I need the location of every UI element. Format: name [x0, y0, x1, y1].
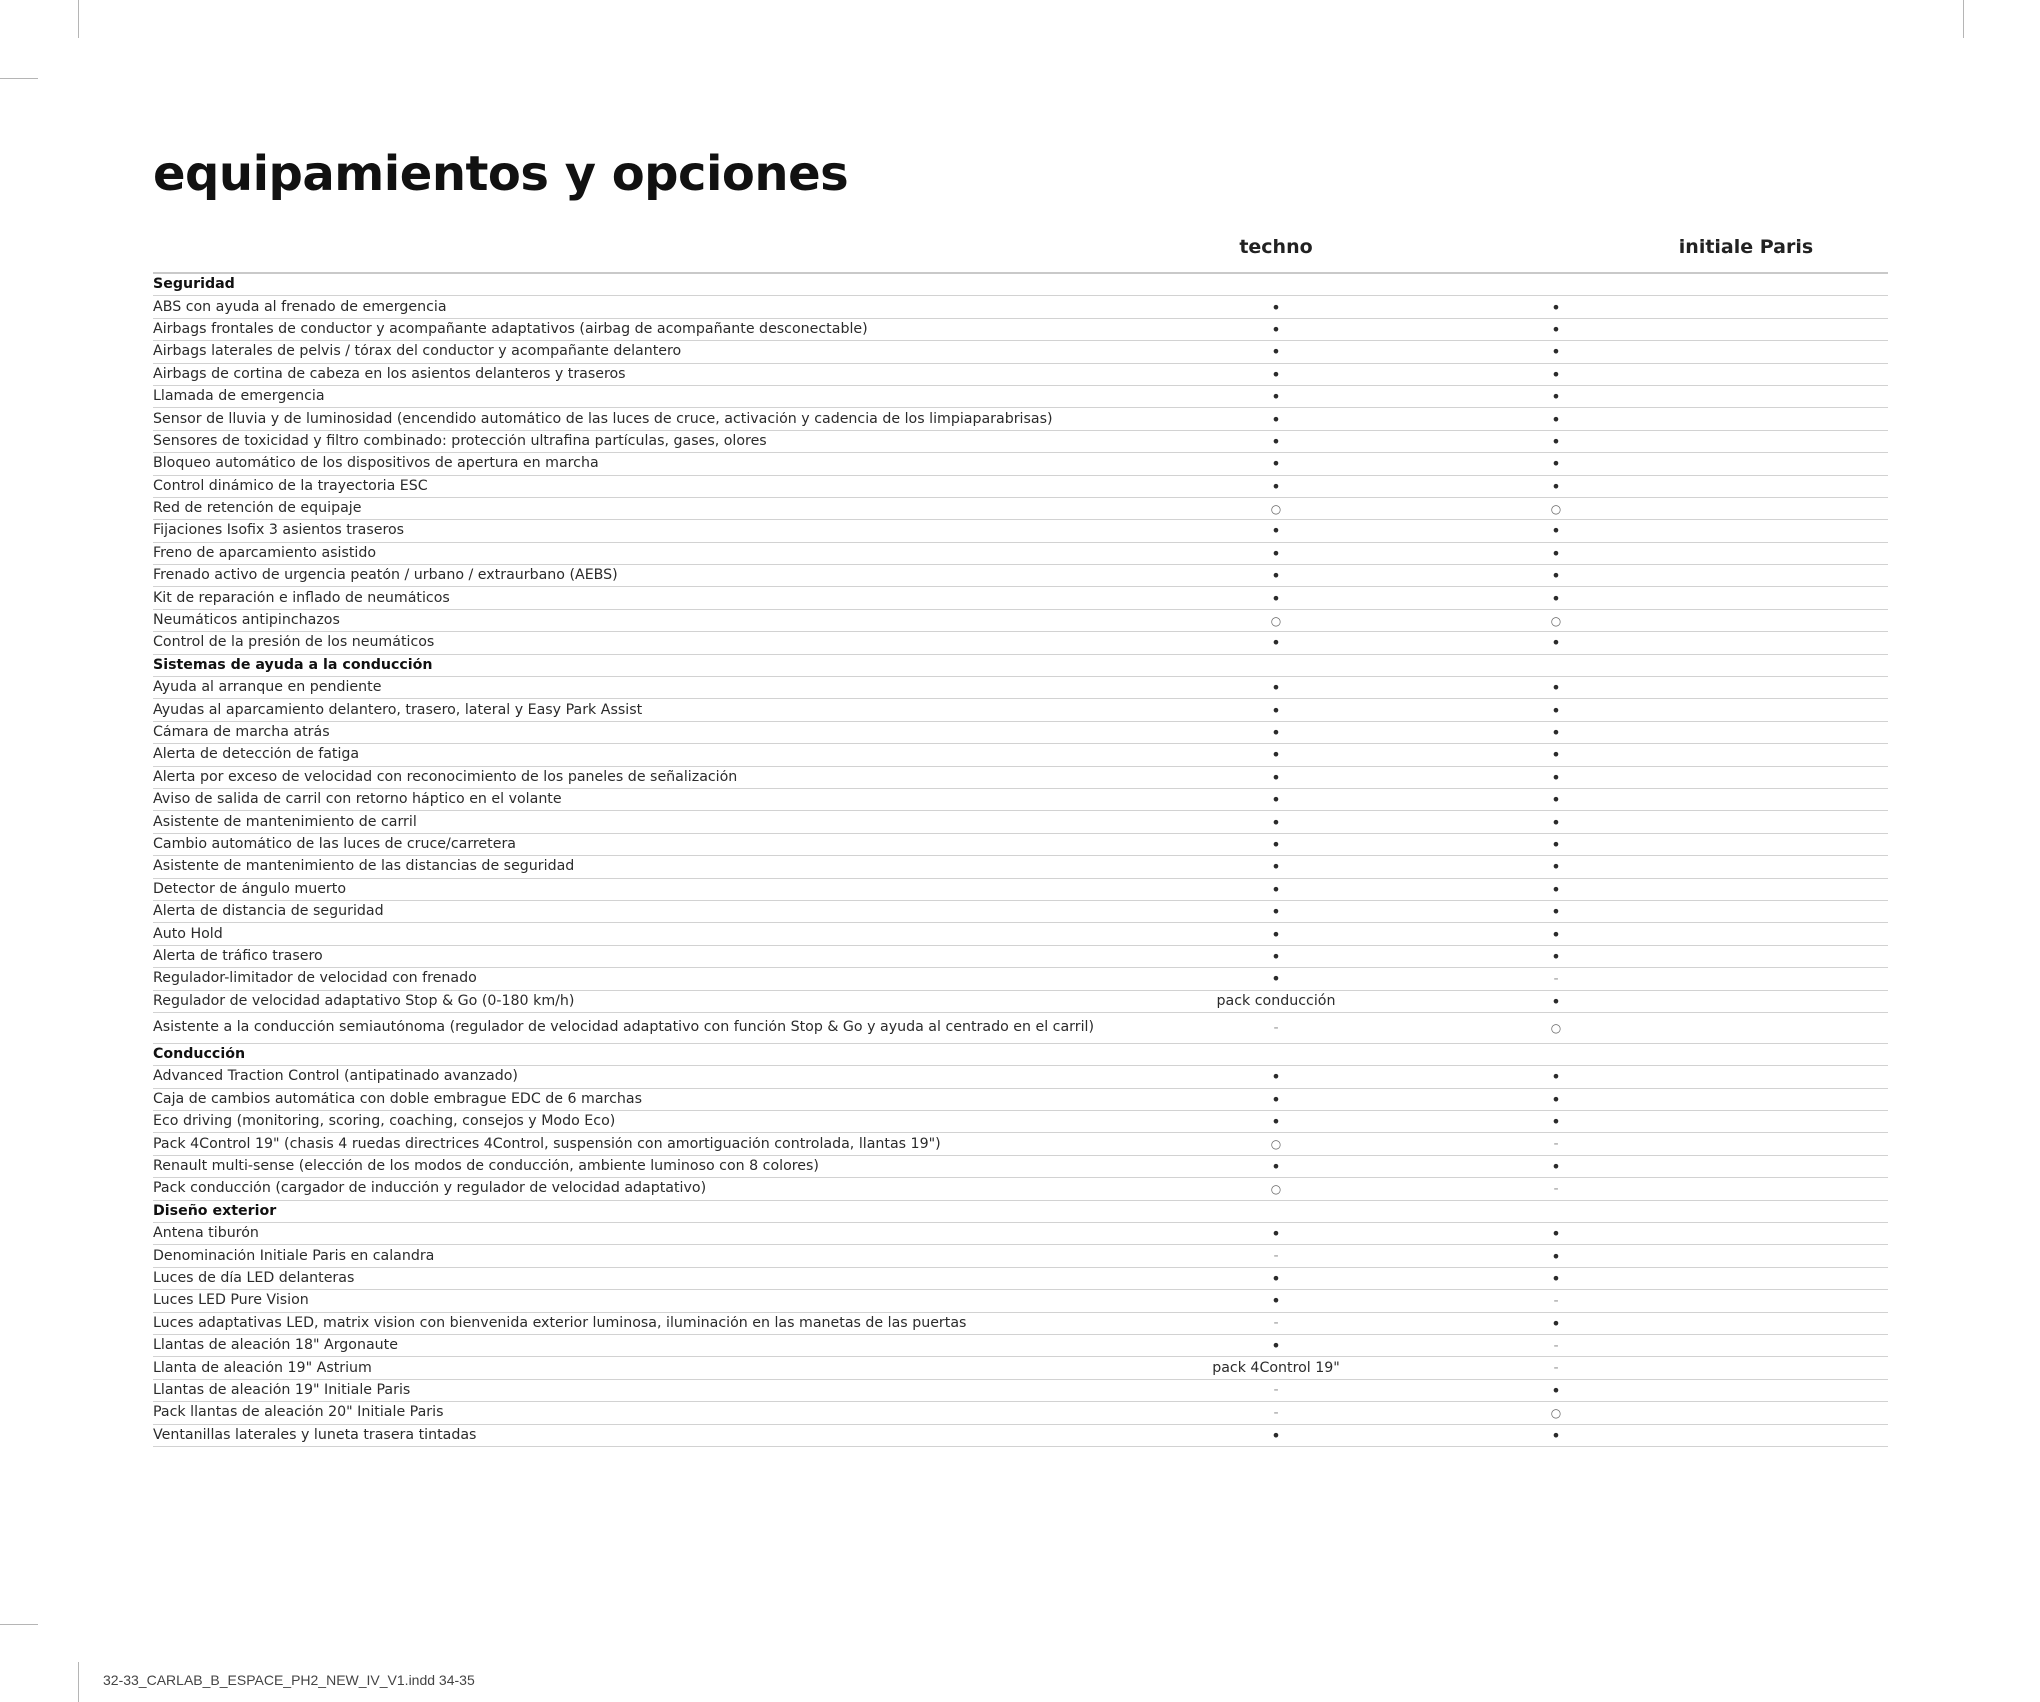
- value-techno: •: [1271, 1067, 1281, 1087]
- feature-label: Airbags laterales de pelvis / tórax del conductor y acompañante delantero: [153, 344, 682, 360]
- value-techno: •: [1271, 409, 1281, 429]
- section-title: Diseño exterior: [153, 1203, 277, 1219]
- equipment-table: [153, 230, 1888, 1447]
- feature-label: Asistente de mantenimiento de las distancias de seguridad: [153, 859, 575, 875]
- feature-label: Fijaciones Isofix 3 asientos traseros: [153, 523, 405, 539]
- value-initiale-paris: -: [1553, 970, 1559, 987]
- crop-mark-top-horizontal: [0, 78, 38, 79]
- table-row: [153, 296, 1888, 318]
- value-techno: •: [1271, 767, 1281, 787]
- value-techno: -: [1273, 1248, 1279, 1265]
- value-initiale-paris: •: [1551, 767, 1561, 787]
- value-techno: •: [1271, 745, 1281, 765]
- value-techno: •: [1271, 1291, 1281, 1311]
- feature-label: Cambio automático de las luces de cruce/carretera: [153, 836, 516, 852]
- value-initiale-paris: •: [1551, 588, 1561, 608]
- feature-label: Llanta de aleación 19" Astrium: [153, 1360, 372, 1376]
- feature-label: Frenado activo de urgencia peatón / urbano / extraurbano (AEBS): [153, 568, 618, 584]
- value-techno: •: [1271, 431, 1281, 451]
- value-initiale-paris: •: [1551, 543, 1561, 563]
- feature-label: Denominación Initiale Paris en calandra: [153, 1248, 435, 1264]
- value-techno: pack conducción: [1216, 993, 1336, 1010]
- feature-label: Bloqueo automático de los dispositivos de apertura en marcha: [153, 456, 599, 472]
- table-row: [153, 1156, 1888, 1178]
- table-row: [153, 453, 1888, 475]
- value-initiale-paris: •: [1551, 1268, 1561, 1288]
- value-techno: •: [1271, 723, 1281, 742]
- value-techno: •: [1271, 588, 1281, 608]
- table-row: [153, 1425, 1888, 1447]
- feature-label: Caja de cambios automática con doble embrague EDC de 6 marchas: [153, 1091, 642, 1107]
- feature-label: Ayudas al aparcamiento delantero, trasero, lateral y Easy Park Assist: [153, 702, 643, 718]
- feature-label: Alerta de tráfico trasero: [153, 948, 323, 964]
- table-row: [153, 1335, 1888, 1357]
- feature-label: Alerta de distancia de seguridad: [153, 904, 384, 920]
- value-techno: •: [1271, 700, 1281, 720]
- feature-label: Luces adaptativas LED, matrix vision con bienvenida exterior luminosa, iluminación en las manetas de las puertas: [153, 1315, 967, 1331]
- column-header-techno: techno: [1239, 236, 1313, 258]
- value-initiale-paris: •: [1551, 991, 1561, 1011]
- feature-label: Freno de aparcamiento asistido: [153, 545, 377, 561]
- value-techno: •: [1271, 946, 1281, 966]
- value-initiale-paris: •: [1551, 431, 1561, 451]
- feature-label: Regulador de velocidad adaptativo Stop & Go (0-180 km/h): [153, 993, 575, 1009]
- table-row: [153, 789, 1888, 811]
- feature-label: Llantas de aleación 19" Initiale Paris: [153, 1382, 411, 1398]
- section-title: Sistemas de ayuda a la conducción: [153, 657, 433, 673]
- value-initiale-paris: •: [1551, 364, 1561, 384]
- table-row: [153, 1133, 1888, 1155]
- value-initiale-paris: •: [1551, 834, 1561, 854]
- table-row: [153, 856, 1888, 878]
- feature-label: ABS con ayuda al frenado de emergencia: [153, 299, 447, 315]
- section-header-row: [153, 274, 1888, 296]
- table-row: [153, 520, 1888, 542]
- table-row: [153, 677, 1888, 699]
- section-header-row: [153, 1044, 1888, 1066]
- table-row: [153, 632, 1888, 654]
- feature-label: Sensor de lluvia y de luminosidad (encendido automático de las luces de cruce, activación y cadencia de los limpiaparabrisas): [153, 411, 1053, 427]
- value-techno: •: [1271, 1336, 1281, 1356]
- crop-mark-right-vertical: [1963, 0, 1964, 38]
- feature-label: Sensores de toxicidad y filtro combinado: protección ultrafina partículas, gases, olores: [153, 433, 767, 449]
- feature-label: Ayuda al arranque en pendiente: [153, 680, 382, 696]
- value-techno: •: [1271, 566, 1281, 586]
- feature-label: Kit de reparación e inflado de neumáticos: [153, 590, 450, 606]
- feature-label: Alerta de detección de fatiga: [153, 747, 360, 763]
- file-slug: 32-33_CARLAB_B_ESPACE_PH2_NEW_IV_V1.indd 34-35: [103, 1672, 475, 1688]
- feature-label: Neumáticos antipinchazos: [153, 613, 340, 629]
- value-techno: -: [1273, 1315, 1279, 1332]
- value-initiale-paris: ○: [1550, 1020, 1562, 1035]
- value-techno: •: [1271, 834, 1281, 854]
- value-initiale-paris: •: [1551, 700, 1561, 720]
- value-techno: ○: [1270, 501, 1282, 516]
- value-techno: pack 4Control 19": [1212, 1360, 1340, 1377]
- value-initiale-paris: •: [1551, 1067, 1561, 1087]
- value-techno: •: [1271, 1425, 1281, 1445]
- feature-label: Ventanillas laterales y luneta trasera tintadas: [153, 1427, 477, 1443]
- value-initiale-paris: •: [1551, 633, 1561, 653]
- value-techno: •: [1271, 342, 1281, 362]
- column-header-initiale-paris: initiale Paris: [1678, 236, 1814, 258]
- value-initiale-paris: •: [1551, 387, 1561, 407]
- value-initiale-paris: •: [1551, 812, 1561, 832]
- table-row: [153, 946, 1888, 968]
- value-initiale-paris: •: [1551, 409, 1561, 429]
- value-techno: •: [1271, 1089, 1281, 1109]
- value-techno: •: [1271, 454, 1281, 474]
- value-techno: -: [1273, 1382, 1279, 1399]
- value-initiale-paris: -: [1553, 1180, 1559, 1197]
- table-row: [153, 1290, 1888, 1312]
- feature-label: Pack conducción (cargador de inducción y regulador de velocidad adaptativo): [153, 1181, 707, 1197]
- value-techno: •: [1271, 1224, 1281, 1244]
- feature-label: Cámara de marcha atrás: [153, 725, 330, 740]
- feature-label: Asistente a la conducción semiautónoma (regulador de velocidad adaptativo con función Stop & Go y ayuda al centrado en el carril): [153, 1020, 1095, 1036]
- table-row: [153, 1178, 1888, 1200]
- value-initiale-paris: •: [1551, 342, 1561, 362]
- value-techno: •: [1271, 364, 1281, 384]
- value-initiale-paris: •: [1551, 1380, 1561, 1400]
- feature-label: Luces LED Pure Vision: [153, 1293, 309, 1309]
- table-row: [153, 811, 1888, 833]
- value-techno: •: [1271, 633, 1281, 653]
- value-initiale-paris: -: [1553, 1337, 1559, 1354]
- value-initiale-paris: •: [1551, 857, 1561, 877]
- table-row: [153, 1313, 1888, 1335]
- feature-label: Auto Hold: [153, 926, 223, 942]
- table-row: [153, 1066, 1888, 1088]
- feature-label: Airbags frontales de conductor y acompañante adaptativos (airbag de acompañante desconectable): [153, 321, 868, 337]
- value-techno: •: [1271, 790, 1281, 810]
- page-title: equipamientos y opciones: [153, 146, 849, 202]
- value-techno: •: [1271, 319, 1281, 339]
- table-row: [153, 1013, 1888, 1044]
- value-techno: •: [1271, 924, 1281, 944]
- section-title: Seguridad: [153, 277, 235, 293]
- value-techno: •: [1271, 902, 1281, 922]
- feature-label: Renault multi-sense (elección de los modos de conducción, ambiente luminoso con 8 colores): [153, 1159, 819, 1175]
- value-techno: •: [1271, 521, 1281, 541]
- value-initiale-paris: •: [1551, 1425, 1561, 1445]
- table-row: [153, 543, 1888, 565]
- table-row: [153, 408, 1888, 430]
- value-initiale-paris: •: [1551, 1313, 1561, 1333]
- value-techno: •: [1271, 1112, 1281, 1132]
- value-initiale-paris: •: [1551, 319, 1561, 339]
- feature-label: Detector de ángulo muerto: [153, 881, 347, 897]
- table-row: [153, 901, 1888, 923]
- value-initiale-paris: •: [1551, 521, 1561, 541]
- value-initiale-paris: •: [1551, 1224, 1561, 1244]
- table-row: [153, 341, 1888, 363]
- value-initiale-paris: •: [1551, 1112, 1561, 1132]
- value-initiale-paris: •: [1551, 476, 1561, 496]
- table-row: [153, 722, 1888, 744]
- value-initiale-paris: •: [1551, 1246, 1561, 1266]
- table-body: [153, 274, 1888, 1447]
- value-initiale-paris: •: [1551, 454, 1561, 474]
- value-techno: -: [1273, 1019, 1279, 1036]
- feature-label: Antena tiburón: [153, 1226, 259, 1242]
- table-row: [153, 923, 1888, 945]
- value-initiale-paris: •: [1551, 790, 1561, 810]
- value-initiale-paris: •: [1551, 678, 1561, 698]
- value-initiale-paris: •: [1551, 946, 1561, 966]
- crop-mark-bottom-horizontal: [0, 1624, 38, 1625]
- value-techno: ○: [1270, 613, 1282, 628]
- value-techno: •: [1271, 1268, 1281, 1288]
- value-initiale-paris: ○: [1550, 613, 1562, 628]
- value-techno: ○: [1270, 1137, 1282, 1152]
- value-techno: •: [1271, 879, 1281, 899]
- value-initiale-paris: •: [1551, 297, 1561, 317]
- value-initiale-paris: •: [1551, 745, 1561, 765]
- table-row: [153, 565, 1888, 587]
- feature-label: Airbags de cortina de cabeza en los asientos delanteros y traseros: [153, 366, 626, 382]
- feature-label: Aviso de salida de carril con retorno háptico en el volante: [153, 792, 562, 808]
- table-row: [153, 610, 1888, 632]
- feature-label: Pack 4Control 19" (chasis 4 ruedas directrices 4Control, suspensión con amortiguación controlada, llantas 19"): [153, 1136, 941, 1152]
- feature-label: Advanced Traction Control (antipatinado avanzado): [153, 1069, 518, 1085]
- table-row: [153, 991, 1888, 1013]
- value-techno: •: [1271, 857, 1281, 877]
- table-row: [153, 319, 1888, 341]
- value-techno: •: [1271, 387, 1281, 407]
- value-initiale-paris: •: [1551, 566, 1561, 586]
- feature-label: Control de la presión de los neumáticos: [153, 635, 435, 651]
- table-row: [153, 1245, 1888, 1267]
- table-row: [153, 1111, 1888, 1133]
- table-row: [153, 767, 1888, 789]
- section-title: Conducción: [153, 1047, 246, 1063]
- table-row: [153, 834, 1888, 856]
- value-techno: •: [1271, 678, 1281, 698]
- table-row: [153, 386, 1888, 408]
- table-row: [153, 476, 1888, 498]
- feature-label: Alerta por exceso de velocidad con reconocimiento de los paneles de señalización: [153, 769, 738, 785]
- feature-label: Regulador-limitador de velocidad con frenado: [153, 971, 477, 987]
- value-initiale-paris: -: [1553, 1136, 1559, 1153]
- value-techno: ○: [1270, 1181, 1282, 1196]
- table-row: [153, 1357, 1888, 1379]
- value-techno: •: [1271, 297, 1281, 317]
- feature-label: Llantas de aleación 18" Argonaute: [153, 1338, 398, 1354]
- crop-mark-bottom-vertical: [78, 1662, 79, 1702]
- feature-label: Pack llantas de aleación 20" Initiale Paris: [153, 1405, 444, 1421]
- feature-label: Llamada de emergencia: [153, 389, 325, 405]
- section-header-row: [153, 655, 1888, 677]
- table-row: [153, 1223, 1888, 1245]
- feature-label: Asistente de mantenimiento de carril: [153, 814, 417, 830]
- section-header-row: [153, 1201, 1888, 1223]
- feature-label: Luces de día LED delanteras: [153, 1270, 355, 1286]
- table-row: [153, 879, 1888, 901]
- table-row: [153, 744, 1888, 766]
- table-row: [153, 1380, 1888, 1402]
- value-initiale-paris: •: [1551, 723, 1561, 742]
- value-initiale-paris: •: [1551, 1089, 1561, 1109]
- value-initiale-paris: •: [1551, 902, 1561, 922]
- table-row: [153, 498, 1888, 520]
- table-row: [153, 1268, 1888, 1290]
- table-row: [153, 431, 1888, 453]
- value-initiale-paris: •: [1551, 924, 1561, 944]
- value-techno: •: [1271, 476, 1281, 496]
- value-techno: •: [1271, 543, 1281, 563]
- value-initiale-paris: •: [1551, 879, 1561, 899]
- table-row: [153, 364, 1888, 386]
- value-initiale-paris: ○: [1550, 1405, 1562, 1420]
- feature-label: Eco driving (monitoring, scoring, coaching, consejos y Modo Eco): [153, 1114, 616, 1130]
- table-row: [153, 587, 1888, 609]
- value-techno: •: [1271, 812, 1281, 832]
- table-header: [153, 230, 1888, 274]
- table-row: [153, 968, 1888, 990]
- feature-label: Red de retención de equipaje: [153, 501, 362, 517]
- value-techno: -: [1273, 1404, 1279, 1421]
- feature-label: Control dinámico de la trayectoria ESC: [153, 478, 428, 494]
- value-initiale-paris: -: [1553, 1360, 1559, 1377]
- value-initiale-paris: -: [1553, 1292, 1559, 1309]
- crop-mark-top-vertical: [78, 0, 79, 38]
- table-row: [153, 1089, 1888, 1111]
- table-row: [153, 1402, 1888, 1424]
- value-initiale-paris: •: [1551, 1157, 1561, 1177]
- value-techno: •: [1271, 969, 1281, 989]
- table-row: [153, 699, 1888, 721]
- value-initiale-paris: ○: [1550, 501, 1562, 516]
- value-techno: •: [1271, 1157, 1281, 1177]
